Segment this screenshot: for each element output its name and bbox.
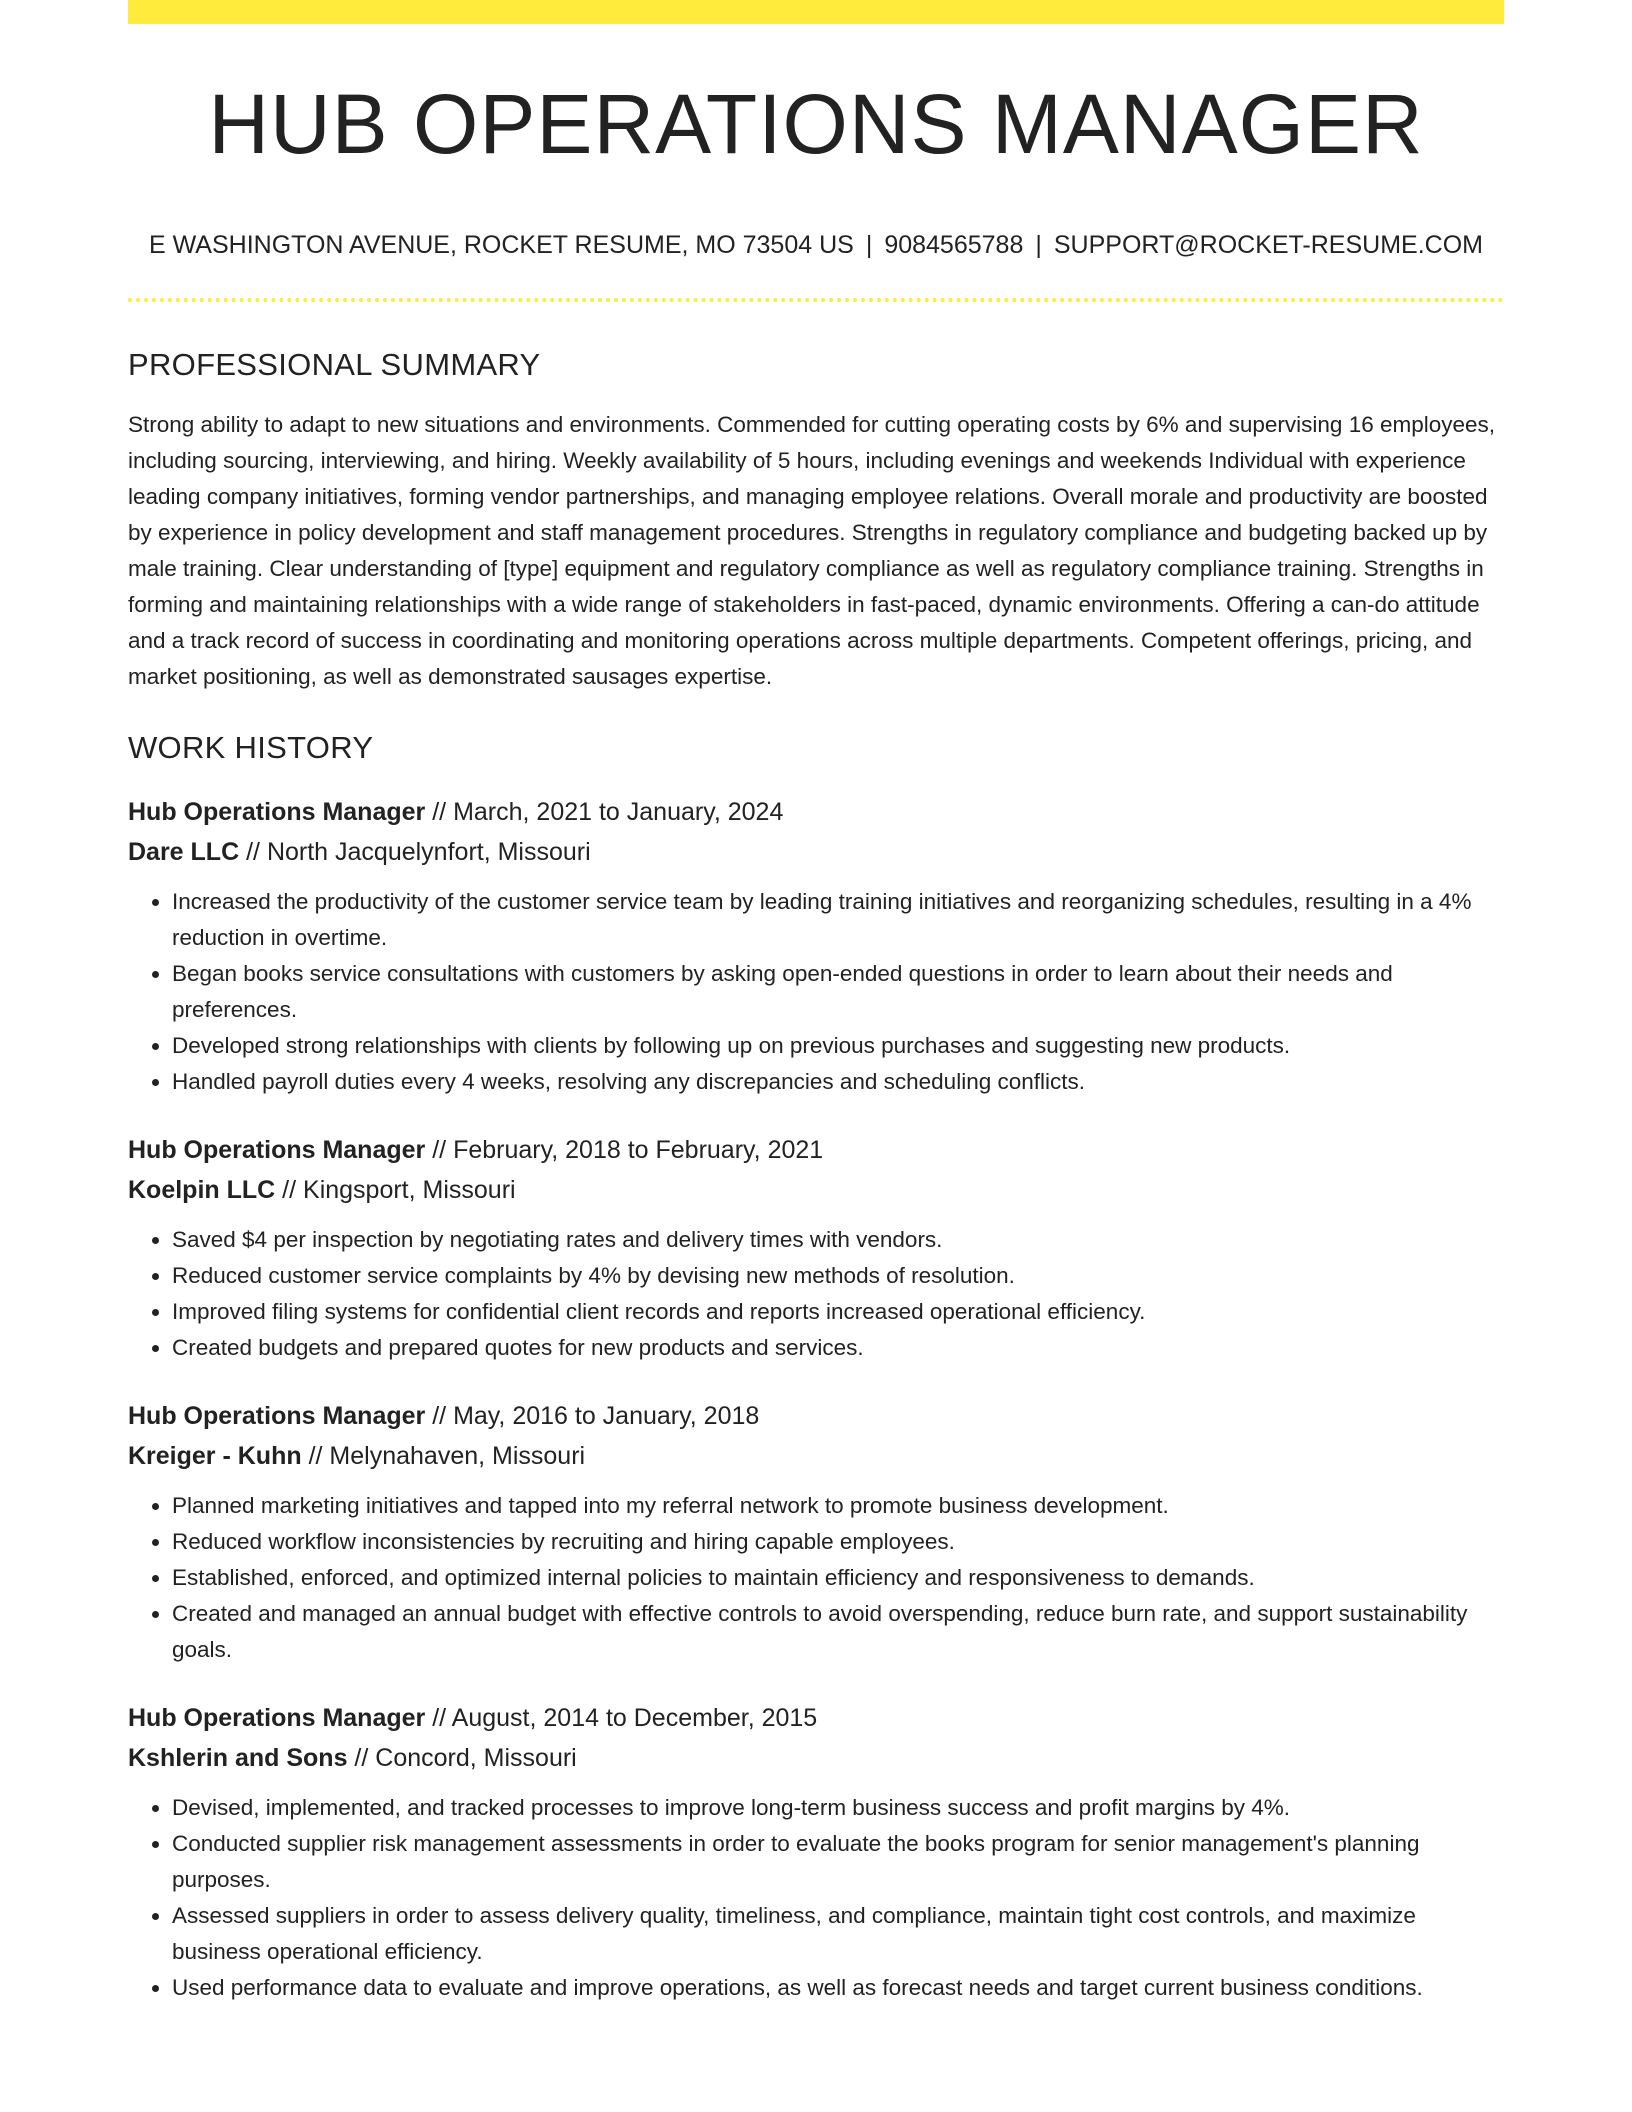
job-bullet: • Established, enforced, and optimized internal policies to maintain efficiency and responsiveness to demands.: [172, 1560, 1504, 1596]
job-separator: //: [425, 1704, 452, 1733]
job-bullet: • Used performance data to evaluate and improve operations, as well as forecast needs and target current business conditions.: [172, 1970, 1504, 2006]
job-separator: //: [425, 1402, 454, 1431]
job-bullet: • Developed strong relationships with clients by following up on previous purchases and suggesting new products.: [172, 1028, 1504, 1064]
contact-phone[interactable]: 9084565788: [884, 231, 1024, 259]
job-separator: //: [239, 838, 267, 867]
contact-address: E WASHINGTON AVENUE, ROCKET RESUME, MO 73504 US: [149, 231, 854, 259]
job-separator: //: [275, 1176, 304, 1205]
job-role: Hub Operations Manager: [128, 1704, 426, 1733]
job-location: Concord, Missouri: [375, 1744, 577, 1773]
job-dates: February, 2018 to February, 2021: [453, 1136, 824, 1165]
job-bullet: • Reduced customer service complaints by 4% by devising new methods of resolution.: [172, 1258, 1504, 1294]
work-history-heading: WORK HISTORY: [128, 730, 374, 766]
job-company: Dare LLC: [128, 838, 240, 867]
job-separator: //: [425, 798, 454, 827]
job-bullet: • Created and managed an annual budget with effective controls to avoid overspending, reduce burn rate, and support sustainability goals.: [172, 1596, 1504, 1668]
job-entry: [128, 1698, 1504, 2006]
job-company: Koelpin LLC: [128, 1176, 276, 1205]
job-bullet: • Assessed suppliers in order to assess delivery quality, timeliness, and compliance, maintain tight cost controls, and maximize business operational efficiency.: [172, 1898, 1504, 1970]
job-bullet: • Began books service consultations with customers by asking open-ended questions in order to learn about their needs and preferences.: [172, 956, 1504, 1028]
resume-page: [128, 0, 1504, 2006]
job-company: Kreiger - Kuhn: [128, 1442, 302, 1471]
job-bullets: [128, 1488, 1504, 1668]
job-entry: [128, 1396, 1504, 1668]
job-company: Kshlerin and Sons: [128, 1744, 348, 1773]
job-role: Hub Operations Manager: [128, 798, 426, 827]
dotted-divider: [128, 298, 1504, 302]
job-role: Hub Operations Manager: [128, 1136, 426, 1165]
job-role-line: [128, 1698, 1504, 1738]
job-company-line: [128, 1170, 1504, 1210]
job-bullet: • Created budgets and prepared quotes for new products and services.: [172, 1330, 1504, 1366]
job-entry: [128, 792, 1504, 1100]
job-bullet: • Devised, implemented, and tracked processes to improve long-term business success and profit margins by 4%.: [172, 1790, 1504, 1826]
job-bullet: • Conducted supplier risk management assessments in order to evaluate the books program for senior management's planning purposes.: [172, 1826, 1504, 1898]
job-separator: //: [301, 1442, 330, 1471]
job-role: Hub Operations Manager: [128, 1402, 426, 1431]
job-role-line: [128, 1130, 1504, 1170]
job-dates: May, 2016 to January, 2018: [453, 1402, 760, 1431]
job-bullets: [128, 884, 1504, 1100]
job-bullets: [128, 1790, 1504, 2006]
job-bullet: • Handled payroll duties every 4 weeks, resolving any discrepancies and scheduling conflicts.: [172, 1064, 1504, 1100]
job-company-line: [128, 1738, 1504, 1778]
summary-text: Strong ability to adapt to new situations and environments. Commended for cutting operating costs by 6% and supervising 16 employees, including sourcing, interviewing, and hiring. Weekly availability of 5 hours, including evenings and weekends Individual with experience leading company initiatives, forming vendor partnerships, and managing employee relations. Overall morale and productivity are boosted by experience in policy development and staff management procedures. Strengths in regulatory compliance and budgeting backed up by male training. Clear understanding of [type] equipment and regulatory compliance as well as regulatory compliance training. Strengths in forming and maintaining relationships with a wide range of stakeholders in fast-paced, dynamic environments. Offering a can-do attitude and a track record of success in coordinating and monitoring operations across multiple departments. Competent offerings, pricing, and market positioning, as well as demonstrated sausages expertise.: [128, 412, 1496, 690]
job-bullets: [128, 1222, 1504, 1366]
job-role-line: [128, 1396, 1504, 1436]
job-location: Kingsport, Missouri: [303, 1176, 516, 1205]
job-dates: August, 2014 to December, 2015: [451, 1704, 818, 1733]
job-bullet: • Increased the productivity of the customer service team by leading training initiatives and reorganizing schedules, resulting in a 4% reduction in overtime.: [172, 884, 1504, 956]
job-bullet: • Improved filing systems for confidential client records and reports increased operational efficiency.: [172, 1294, 1504, 1330]
contact-separator: |: [1035, 231, 1042, 259]
job-bullet: • Planned marketing initiatives and tapped into my referral network to promote business development.: [172, 1488, 1504, 1524]
job-location: Melynahaven, Missouri: [329, 1442, 586, 1471]
job-entry: [128, 1130, 1504, 1366]
summary-heading: PROFESSIONAL SUMMARY: [128, 347, 541, 382]
job-company-line: [128, 832, 1504, 872]
contact-separator: |: [865, 231, 873, 259]
work-history-list: [128, 792, 1504, 2006]
job-role-line: [128, 792, 1504, 832]
job-dates: March, 2021 to January, 2024: [453, 798, 784, 827]
job-bullet: • Reduced workflow inconsistencies by recruiting and hiring capable employees.: [172, 1524, 1504, 1560]
top-accent-bar: [128, 0, 1504, 24]
job-separator: //: [425, 1136, 454, 1165]
contact-email[interactable]: SUPPORT@ROCKET-RESUME.COM: [1053, 231, 1483, 259]
job-company-line: [128, 1436, 1504, 1476]
contact-line: [128, 230, 1504, 260]
resume-title: HUB OPERATIONS MANAGER: [208, 77, 1424, 171]
job-location: North Jacquelynfort, Missouri: [266, 838, 591, 867]
job-bullet: • Saved $4 per inspection by negotiating rates and delivery times with vendors.: [172, 1222, 1504, 1258]
job-separator: //: [347, 1744, 376, 1773]
